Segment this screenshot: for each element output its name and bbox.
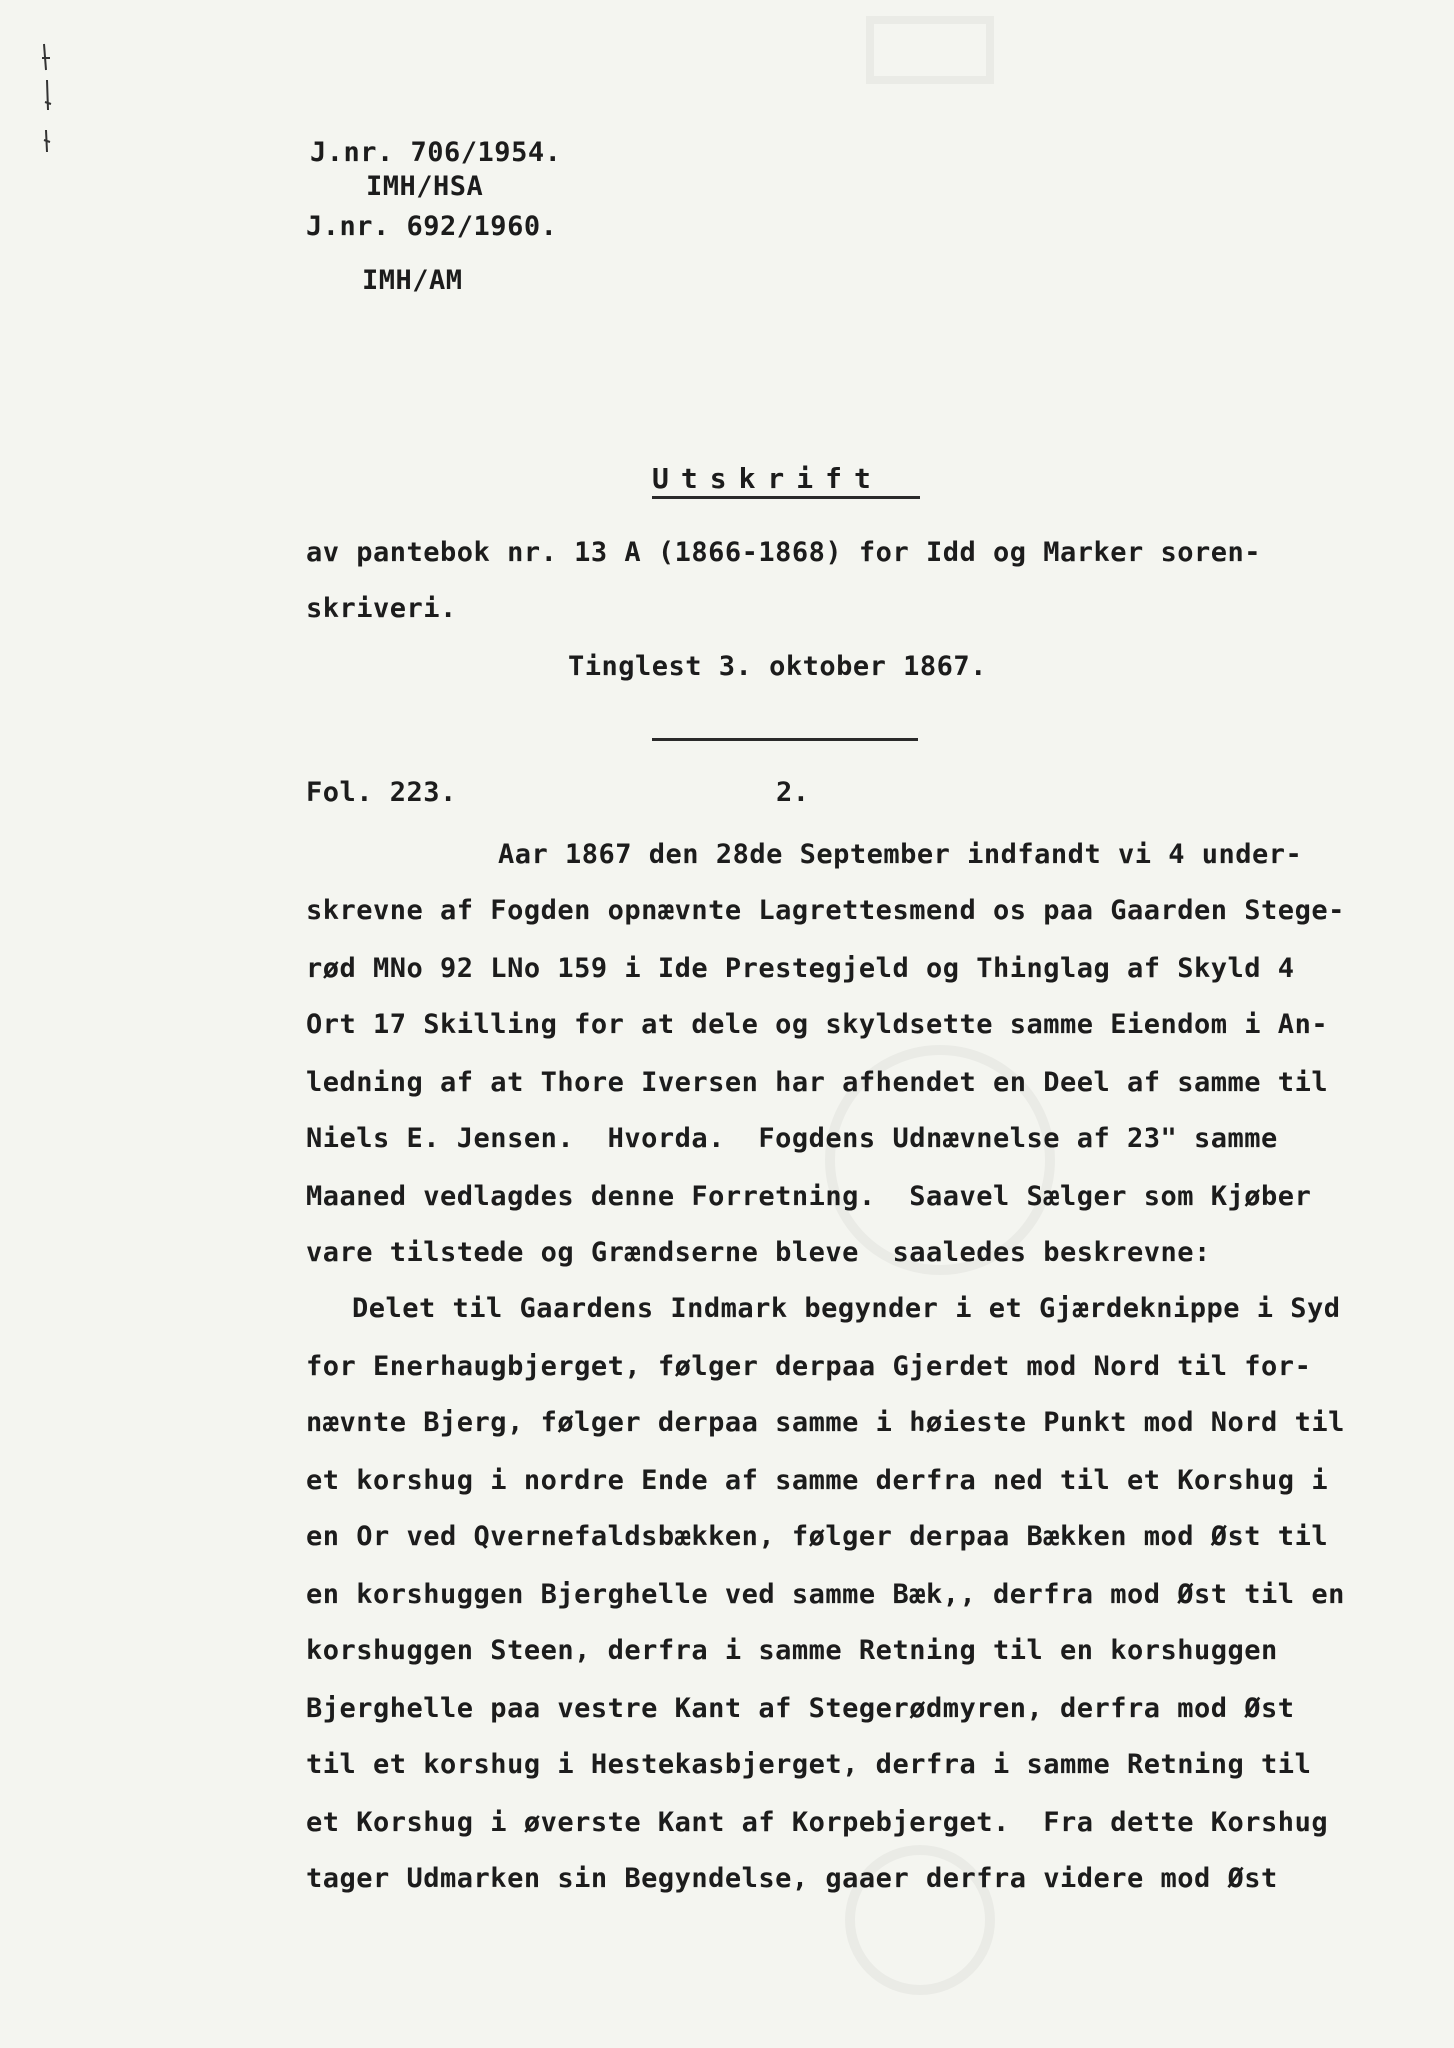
journal-ref-2: J.nr. 692/1960. [306, 211, 558, 242]
folio-label: Fol. 223. [306, 777, 457, 808]
body-line: nævnte Bjerg, følger derpaa samme i høieste Punkt mod Nord til [306, 1407, 1345, 1438]
initials-1: IMH/HSA [366, 171, 484, 202]
initials-2: IMH/AM [362, 265, 463, 296]
body-line: Maaned vedlagdes denne Forretning. Saavel Sælger som Kjøber [306, 1181, 1312, 1212]
body-line: tager Udmarken sin Begyndelse, gaaer derfra videre mod Øst [306, 1863, 1278, 1894]
body-line: et Korshug i øverste Kant af Korpebjerget. Fra dette Korshug [306, 1807, 1329, 1838]
body-line: skrevne af Fogden opnævnte Lagrettesmend os paa Gaarden Stege- [306, 895, 1345, 926]
body-line: Ort 17 Skilling for at dele og skyldsette samme Eiendom i An- [306, 1009, 1329, 1040]
body-line: Delet til Gaardens Indmark begynder i et Gjærdeknippe i Syd [352, 1293, 1341, 1324]
journal-ref-1: J.nr. 706/1954. [310, 137, 562, 168]
body-line: ledning af at Thore Iversen har afhendet en Deel af samme til [306, 1067, 1329, 1098]
body-line: en Or ved Qvernefaldsbækken, følger derpaa Bækken mod Øst til [306, 1521, 1329, 1552]
body-line: Bjerghelle paa vestre Kant af Stegerødmyren, derfra mod Øst [306, 1693, 1295, 1724]
document-title: Utskrift [652, 462, 883, 495]
intro-line-2: skriveri. [306, 593, 457, 624]
body-line: en korshuggen Bjerghelle ved samme Bæk,, derfra mod Øst til en [306, 1579, 1345, 1610]
body-line: et korshug i nordre Ende af samme derfra ned til et Korshug i [306, 1465, 1329, 1496]
body-line: for Enerhaugbjerget, følger derpaa Gjerdet mod Nord til for- [306, 1351, 1312, 1382]
body-line: Niels E. Jensen. Hvorda. Fogdens Udnævnelse af 23" samme [306, 1123, 1278, 1154]
body-line: korshuggen Steen, derfra i samme Retning til en korshuggen [306, 1635, 1278, 1666]
folio-number: 2. [776, 777, 810, 808]
body-line: til et korshug i Hestekasbjerget, derfra i samme Retning til [306, 1749, 1312, 1780]
section-rule [652, 738, 918, 741]
registration-date: Tinglest 3. oktober 1867. [568, 651, 987, 682]
title-underline [652, 496, 920, 499]
body-line: rød MNo 92 LNo 159 i Ide Prestegjeld og Thinglag af Skyld 4 [306, 953, 1295, 984]
body-line: Aar 1867 den 28de September indfandt vi 4 under- [498, 839, 1303, 870]
margin-marks [38, 40, 58, 180]
intro-line-1: av pantebok nr. 13 A (1866-1868) for Idd og Marker soren- [306, 537, 1262, 568]
body-line: vare tilstede og Grændserne bleve saaledes beskrevne: [306, 1237, 1211, 1268]
